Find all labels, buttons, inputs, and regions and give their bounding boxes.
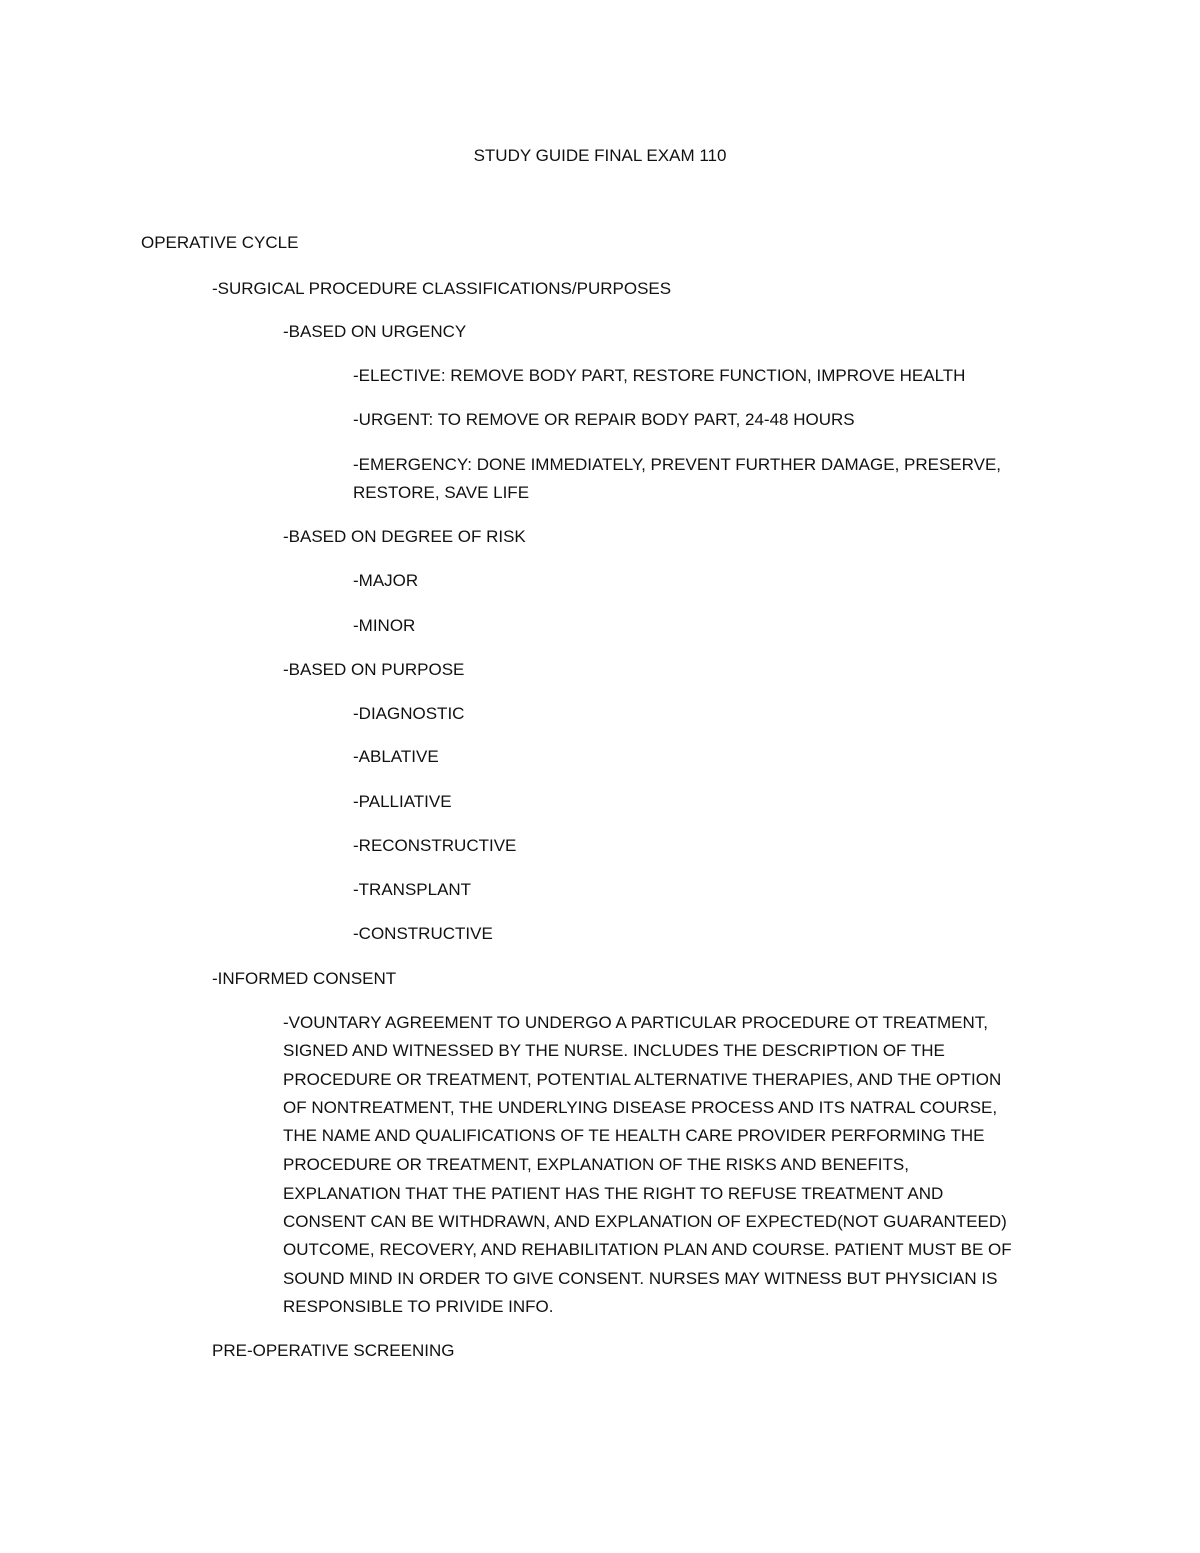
consent-line: THE NAME AND QUALIFICATIONS OF TE HEALTH CARE PROVIDER PERFORMING THE bbox=[283, 1126, 985, 1145]
purpose-item-transplant: -TRANSPLANT bbox=[353, 880, 472, 899]
consent-line: PROCEDURE OR TREATMENT, POTENTIAL ALTERNATIVE THERAPIES, AND THE OPTION bbox=[283, 1070, 1002, 1089]
consent-line: -VOUNTARY AGREEMENT TO UNDERGO A PARTICULAR PROCEDURE OT TREATMENT, bbox=[283, 1013, 989, 1032]
heading-operative-cycle: OPERATIVE CYCLE bbox=[141, 233, 299, 252]
document-title: STUDY GUIDE FINAL EXAM 110 bbox=[473, 146, 727, 165]
consent-line: CONSENT CAN BE WITHDRAWN, AND EXPLANATION OF EXPECTED(NOT GUARANTEED) bbox=[283, 1212, 1007, 1231]
consent-line: SIGNED AND WITNESSED BY THE NURSE. INCLUDES THE DESCRIPTION OF THE bbox=[283, 1041, 945, 1060]
urgency-item-emergency: -EMERGENCY: DONE IMMEDIATELY, PREVENT FURTHER DAMAGE, PRESERVE, bbox=[353, 455, 1002, 474]
surgical-classifications-heading: -SURGICAL PROCEDURE CLASSIFICATIONS/PURPOSES bbox=[212, 279, 672, 298]
informed-consent-heading: -INFORMED CONSENT bbox=[212, 969, 397, 988]
purpose-item-constructive: -CONSTRUCTIVE bbox=[353, 924, 493, 943]
based-on-purpose-heading: -BASED ON PURPOSE bbox=[283, 660, 465, 679]
risk-item-minor: -MINOR bbox=[353, 616, 416, 635]
urgency-item-emergency-cont: RESTORE, SAVE LIFE bbox=[353, 483, 530, 502]
urgency-item-urgent: -URGENT: TO REMOVE OR REPAIR BODY PART, 24-48 HOURS bbox=[353, 410, 855, 429]
consent-line: RESPONSIBLE TO PRIVIDE INFO. bbox=[283, 1297, 554, 1316]
consent-line: OUTCOME, RECOVERY, AND REHABILITATION PLAN AND COURSE. PATIENT MUST BE OF bbox=[283, 1240, 1012, 1259]
based-on-urgency-heading: -BASED ON URGENCY bbox=[283, 322, 467, 341]
pre-operative-screening-heading: PRE-OPERATIVE SCREENING bbox=[212, 1341, 455, 1360]
urgency-item-elective: -ELECTIVE: REMOVE BODY PART, RESTORE FUNCTION, IMPROVE HEALTH bbox=[353, 366, 966, 385]
purpose-item-ablative: -ABLATIVE bbox=[353, 747, 439, 766]
purpose-item-palliative: -PALLIATIVE bbox=[353, 792, 452, 811]
based-on-risk-heading: -BASED ON DEGREE OF RISK bbox=[283, 527, 526, 546]
consent-line: OF NONTREATMENT, THE UNDERLYING DISEASE PROCESS AND ITS NATRAL COURSE, bbox=[283, 1098, 998, 1117]
consent-line: SOUND MIND IN ORDER TO GIVE CONSENT. NURSES MAY WITNESS BUT PHYSICIAN IS bbox=[283, 1269, 998, 1288]
purpose-item-reconstructive: -RECONSTRUCTIVE bbox=[353, 836, 517, 855]
consent-line: PROCEDURE OR TREATMENT, EXPLANATION OF THE RISKS AND BENEFITS, bbox=[283, 1155, 909, 1174]
purpose-item-diagnostic: -DIAGNOSTIC bbox=[353, 704, 465, 723]
consent-line: EXPLANATION THAT THE PATIENT HAS THE RIGHT TO REFUSE TREATMENT AND bbox=[283, 1184, 944, 1203]
risk-item-major: -MAJOR bbox=[353, 571, 419, 590]
